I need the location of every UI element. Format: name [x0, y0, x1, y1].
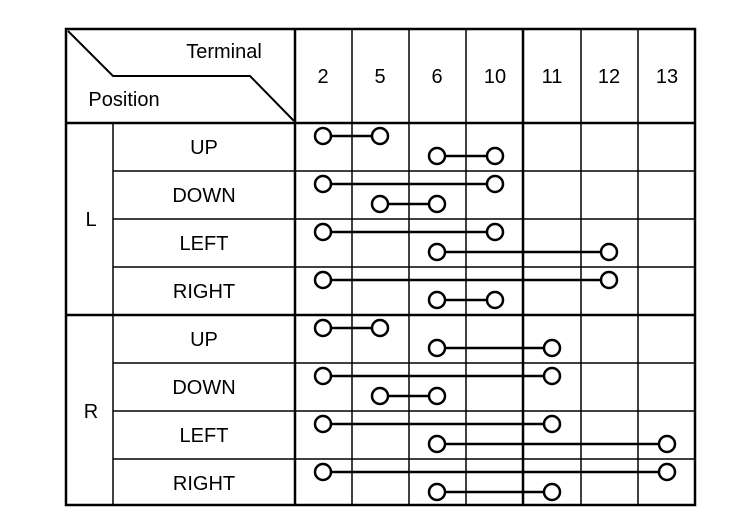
terminal-node-6 — [429, 484, 445, 500]
terminal-header-label: Terminal — [186, 41, 262, 63]
terminal-node-2 — [315, 368, 331, 384]
terminal-node-6 — [429, 244, 445, 260]
terminal-node-10 — [487, 292, 503, 308]
terminal-node-5 — [372, 388, 388, 404]
terminal-label-12: 12 — [597, 66, 621, 88]
terminal-node-2 — [315, 464, 331, 480]
terminal-node-6 — [429, 388, 445, 404]
terminal-node-2 — [315, 176, 331, 192]
connection-6-11 — [429, 484, 560, 500]
terminal-node-10 — [487, 148, 503, 164]
terminal-label-2: 2 — [317, 66, 329, 88]
position-label-l-left: LEFT — [179, 233, 229, 255]
group-label-r: R — [83, 401, 99, 423]
terminal-label-13: 13 — [655, 66, 679, 88]
terminal-node-6 — [429, 292, 445, 308]
position-label-l-down: DOWN — [172, 185, 236, 207]
position-label-l-right: RIGHT — [172, 281, 236, 303]
position-label-r-up: UP — [190, 329, 218, 351]
table-grid — [66, 29, 695, 505]
terminal-node-10 — [487, 224, 503, 240]
terminal-node-10 — [487, 176, 503, 192]
terminal-node-2 — [315, 224, 331, 240]
terminal-node-11 — [544, 340, 560, 356]
terminal-node-2 — [315, 128, 331, 144]
terminal-node-11 — [544, 416, 560, 432]
terminal-label-5: 5 — [374, 66, 386, 88]
terminal-node-5 — [372, 320, 388, 336]
position-label-r-right: RIGHT — [172, 473, 236, 495]
terminal-labels — [317, 66, 678, 88]
position-label-r-left: LEFT — [179, 425, 229, 447]
terminal-node-2 — [315, 416, 331, 432]
terminal-node-6 — [429, 148, 445, 164]
terminal-label-10: 10 — [483, 66, 507, 88]
position-label-l-up: UP — [190, 137, 218, 159]
connection-2-13 — [315, 464, 675, 480]
position-label-r-down: DOWN — [172, 377, 236, 399]
terminal-node-2 — [315, 320, 331, 336]
terminal-node-12 — [601, 244, 617, 260]
terminal-node-11 — [544, 368, 560, 384]
position-header-label: Position — [88, 89, 160, 111]
terminal-node-13 — [659, 436, 675, 452]
terminal-node-12 — [601, 272, 617, 288]
terminal-node-6 — [429, 340, 445, 356]
terminal-node-5 — [372, 128, 388, 144]
group-label-l: L — [85, 209, 97, 231]
terminal-node-6 — [429, 436, 445, 452]
connection-6-11 — [429, 340, 560, 356]
terminal-label-6: 6 — [431, 66, 443, 88]
terminal-node-13 — [659, 464, 675, 480]
terminal-node-6 — [429, 196, 445, 212]
terminal-label-11: 11 — [541, 66, 563, 88]
terminal-node-2 — [315, 272, 331, 288]
terminal-node-11 — [544, 484, 560, 500]
terminal-node-5 — [372, 196, 388, 212]
